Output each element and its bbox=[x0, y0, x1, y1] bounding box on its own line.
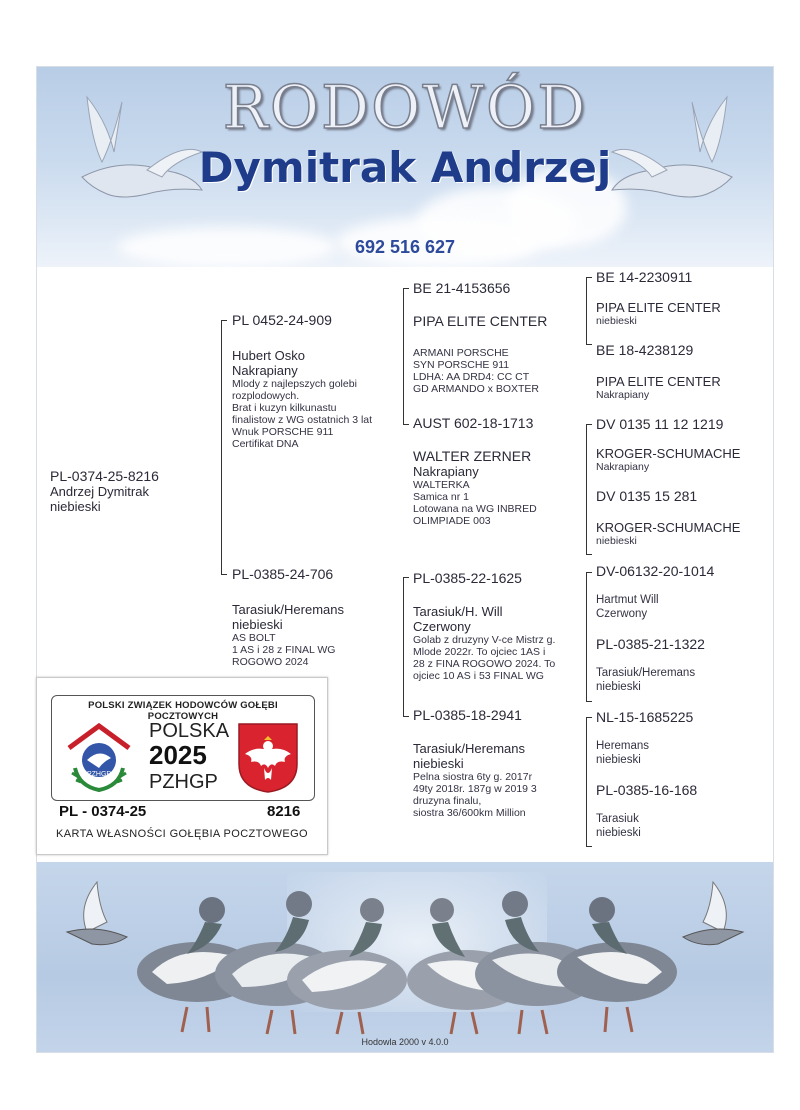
ssd-breeder: PIPA ELITE CENTER bbox=[596, 374, 721, 389]
ss-breeder: PIPA ELITE CENTER bbox=[413, 313, 548, 329]
ss-note: GD ARMANDO x BOXTER bbox=[413, 383, 540, 395]
ds-block bbox=[413, 571, 588, 682]
sd-note: WALTERKA bbox=[413, 479, 470, 491]
sire-note: Brat i kuzyn kilkunastu bbox=[232, 402, 337, 414]
dd-ring: PL-0385-18-2941 bbox=[413, 707, 522, 723]
dsd-ring: PL-0385-21-1322 bbox=[596, 636, 705, 652]
sds-color: Nakrapiany bbox=[596, 461, 650, 473]
owner-name: Dymitrak Andrzej bbox=[198, 143, 612, 192]
sdd-color: niebieski bbox=[596, 535, 637, 547]
ds-note: Mlode 2022r. To ojciec 1AS i bbox=[413, 646, 546, 658]
sd-parents-bracket bbox=[586, 424, 587, 555]
dds-breeder: Heremans bbox=[596, 740, 650, 752]
page-title: RODOWÓD bbox=[222, 73, 588, 143]
ddd-color: niebieski bbox=[596, 827, 641, 839]
card-year: 2025 bbox=[149, 740, 207, 770]
dd-breeder: Tarasiuk/Heremans bbox=[413, 741, 525, 756]
ss-note: SYN PORSCHE 911 bbox=[413, 359, 510, 371]
sss-breeder: PIPA ELITE CENTER bbox=[596, 300, 721, 315]
dam-note: 1 AS i 28 z FINAL WG bbox=[232, 644, 336, 656]
ssd-ring: BE 18-4238129 bbox=[596, 342, 694, 358]
flying-dove-right-icon bbox=[683, 882, 743, 945]
pzhgp-logo-icon bbox=[59, 718, 139, 796]
bracket-tick bbox=[403, 288, 409, 289]
logo-text: PZHGP bbox=[86, 771, 112, 778]
polish-eagle-emblem-icon bbox=[237, 722, 299, 794]
card-org: PZHGP bbox=[149, 771, 218, 793]
card-country: POLSKA bbox=[149, 720, 230, 742]
ss-parents-bracket bbox=[586, 277, 587, 344]
dam-breeder: Tarasiuk/Heremans bbox=[232, 602, 344, 617]
ds-ring: PL-0385-22-1625 bbox=[413, 570, 522, 586]
pigeon-group-right-icon bbox=[407, 891, 677, 1034]
ssd-block bbox=[596, 343, 772, 401]
software-version: Hodowla 2000 v 4.0.0 bbox=[361, 1037, 449, 1047]
sds-ring: DV 0135 11 12 1219 bbox=[596, 416, 724, 432]
subject-color: niebieski bbox=[50, 499, 101, 514]
dss-breeder: Hartmut Will bbox=[596, 594, 659, 606]
pedigree-sheet bbox=[36, 66, 774, 1053]
sdd-breeder: KROGER-SCHUMACHE bbox=[596, 520, 741, 535]
card-ring-prefix: PL - 0374-25 bbox=[59, 803, 147, 820]
dds-block bbox=[596, 710, 772, 767]
bracket-tick bbox=[586, 344, 592, 345]
sire-note: Certifikat DNA bbox=[232, 438, 299, 450]
ddd-breeder: Tarasiuk bbox=[596, 813, 639, 825]
card-ring-number: 8216 bbox=[267, 803, 301, 820]
ss-ring: BE 21-4153656 bbox=[413, 280, 511, 296]
sd-block bbox=[413, 416, 583, 527]
ddd-ring: PL-0385-16-168 bbox=[596, 782, 698, 798]
sdd-block bbox=[596, 489, 772, 547]
dss-color: Czerwony bbox=[596, 608, 648, 620]
dsd-color: niebieski bbox=[596, 681, 641, 693]
bracket-tick bbox=[403, 716, 409, 717]
subject-owner: Andrzej Dymitrak bbox=[50, 484, 149, 499]
flying-dove-left-icon bbox=[67, 882, 127, 945]
bracket-tick bbox=[586, 846, 592, 847]
sdd-ring: DV 0135 15 281 bbox=[596, 488, 698, 504]
sire-note: rozplodowych. bbox=[232, 390, 300, 402]
sd-breeder: WALTER ZERNER bbox=[413, 448, 532, 464]
dam-note: AS BOLT bbox=[232, 632, 276, 644]
pigeon-group-left-icon bbox=[137, 891, 407, 1034]
sd-ring: AUST 602-18-1713 bbox=[413, 415, 534, 431]
dd-note: Pelna siostra 6ty g. 2017r bbox=[413, 771, 533, 783]
dd-note: siostra 36/600km Million bbox=[413, 807, 526, 819]
sire-breeder: Hubert Osko bbox=[232, 348, 305, 363]
sire-ring: PL 0452-24-909 bbox=[232, 312, 332, 328]
dam-note: ROGOWO 2024 bbox=[232, 656, 309, 668]
header-banner bbox=[37, 67, 773, 267]
dam-parents-bracket bbox=[403, 577, 404, 716]
sd-color: Nakrapiany bbox=[413, 464, 479, 479]
dss-ring: DV-06132-20-1014 bbox=[596, 563, 715, 579]
bracket-tick bbox=[403, 577, 409, 578]
dd-note: druzyna finalu, bbox=[413, 795, 482, 807]
dd-note: 49ty 2018r. 187g w 2019 3 bbox=[413, 783, 537, 795]
sire-parents-bracket bbox=[403, 288, 404, 424]
dds-color: niebieski bbox=[596, 754, 641, 766]
card-footer: KARTA WŁASNOŚCI GOŁĘBIA POCZTOWEGO bbox=[56, 828, 308, 840]
bracket-tick bbox=[586, 277, 592, 278]
dsd-block bbox=[596, 637, 772, 694]
card-header: POLSKI ZWIĄZEK HODOWCÓW GOŁĘBI POCZTOWYCH bbox=[88, 700, 278, 722]
ss-block bbox=[413, 281, 583, 395]
owner-phone: 692 516 627 bbox=[354, 237, 456, 257]
sd-note: OLIMPIADE 003 bbox=[413, 515, 491, 527]
dd-color: niebieski bbox=[413, 756, 464, 771]
sds-breeder: KROGER-SCHUMACHE bbox=[596, 446, 741, 461]
dss-block bbox=[596, 564, 772, 621]
bracket-tick bbox=[221, 574, 227, 575]
ssd-color: Nakrapiany bbox=[596, 389, 650, 401]
sire-dam-bracket bbox=[221, 320, 222, 575]
sire-note: Mlody z najlepszych golebi bbox=[232, 378, 357, 390]
sd-note: Samica nr 1 bbox=[413, 491, 470, 503]
subject-ring: PL-0374-25-8216 bbox=[50, 468, 159, 484]
sire-note: Wnuk PORSCHE 911 bbox=[232, 426, 334, 438]
footer-banner bbox=[37, 862, 773, 1052]
sire-note: finalistow z WG ostatnich 3 lat bbox=[232, 414, 373, 426]
dam-color: niebieski bbox=[232, 617, 283, 632]
subject-block bbox=[50, 469, 159, 514]
sss-block bbox=[596, 270, 772, 327]
ownership-card bbox=[36, 677, 328, 855]
ddd-block bbox=[596, 783, 772, 840]
ds-breeder: Tarasiuk/H. Will bbox=[413, 604, 503, 619]
bracket-tick bbox=[221, 320, 227, 321]
sss-ring: BE 14-2230911 bbox=[596, 269, 693, 285]
ss-note: ARMANI PORSCHE bbox=[413, 347, 509, 359]
ds-color: Czerwony bbox=[413, 619, 471, 634]
bracket-tick bbox=[586, 424, 592, 425]
sire-block bbox=[232, 313, 402, 450]
ds-note: Golab z druzyny V-ce Mistrz g. bbox=[413, 634, 556, 646]
ds-note: ojciec 10 AS i 53 FINAL WG bbox=[413, 670, 544, 682]
bracket-tick bbox=[586, 554, 592, 555]
dds-ring: NL-15-1685225 bbox=[596, 709, 694, 725]
sd-note: Lotowana na WG INBRED bbox=[413, 503, 537, 515]
bracket-tick bbox=[586, 701, 592, 702]
pigeons-illustration-icon bbox=[37, 862, 773, 1052]
sss-color: niebieski bbox=[596, 315, 637, 327]
dam-ring: PL-0385-24-706 bbox=[232, 566, 334, 582]
bracket-tick bbox=[403, 424, 409, 425]
dd-block bbox=[413, 708, 588, 819]
dsd-breeder: Tarasiuk/Heremans bbox=[596, 667, 696, 679]
dam-block bbox=[232, 567, 402, 668]
ds-note: 28 z FINA ROGOWO 2024. To bbox=[413, 658, 556, 670]
ss-note: LDHA: AA DRD4: CC CT bbox=[413, 371, 530, 383]
sds-block bbox=[596, 417, 772, 473]
sire-color: Nakrapiany bbox=[232, 363, 298, 378]
